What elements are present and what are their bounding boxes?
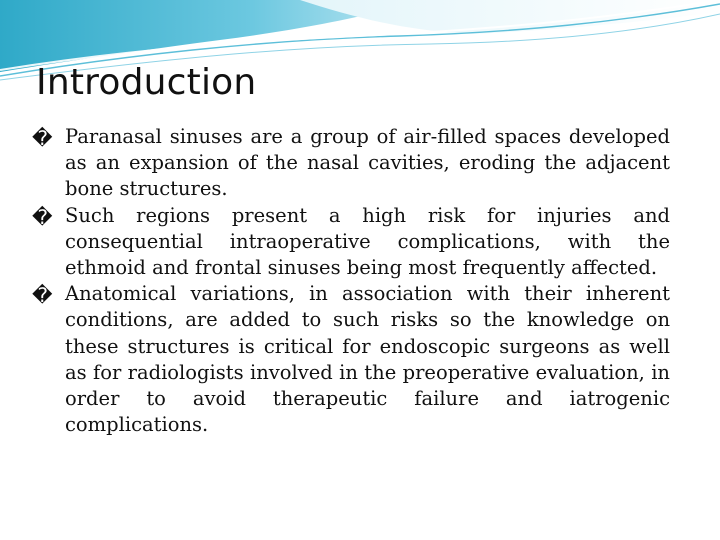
bullet-text: Such regions present a high risk for injuries and consequential intraoperative complications, with the ethmoid and frontal sinuses being most frequently affected. — [65, 203, 670, 280]
bullet-text: Paranasal sinuses are a group of air-filled spaces developed as an expansion of the nasal cavities, eroding the adjacent bone structures. — [65, 125, 670, 201]
bullet-item — [32, 281, 670, 438]
bullet-list — [32, 124, 670, 438]
slide-title: Introduction — [36, 62, 257, 103]
bullet-item — [32, 203, 670, 282]
bullet-marker-icon: � — [32, 204, 53, 229]
wave-band-light — [300, 0, 720, 34]
bullet-marker-icon: � — [32, 126, 53, 150]
bullet-text: Anatomical variations, in association with their inherent conditions, are added to such risks so the knowledge on these structures is critical for endoscopic surgeons as well as for radiologists involved in the preoperative evaluation, in order to avoid therapeutic failure and iatrogenic complications. — [65, 282, 670, 437]
bullet-item — [32, 124, 670, 203]
bullet-marker-icon: � — [32, 283, 53, 308]
